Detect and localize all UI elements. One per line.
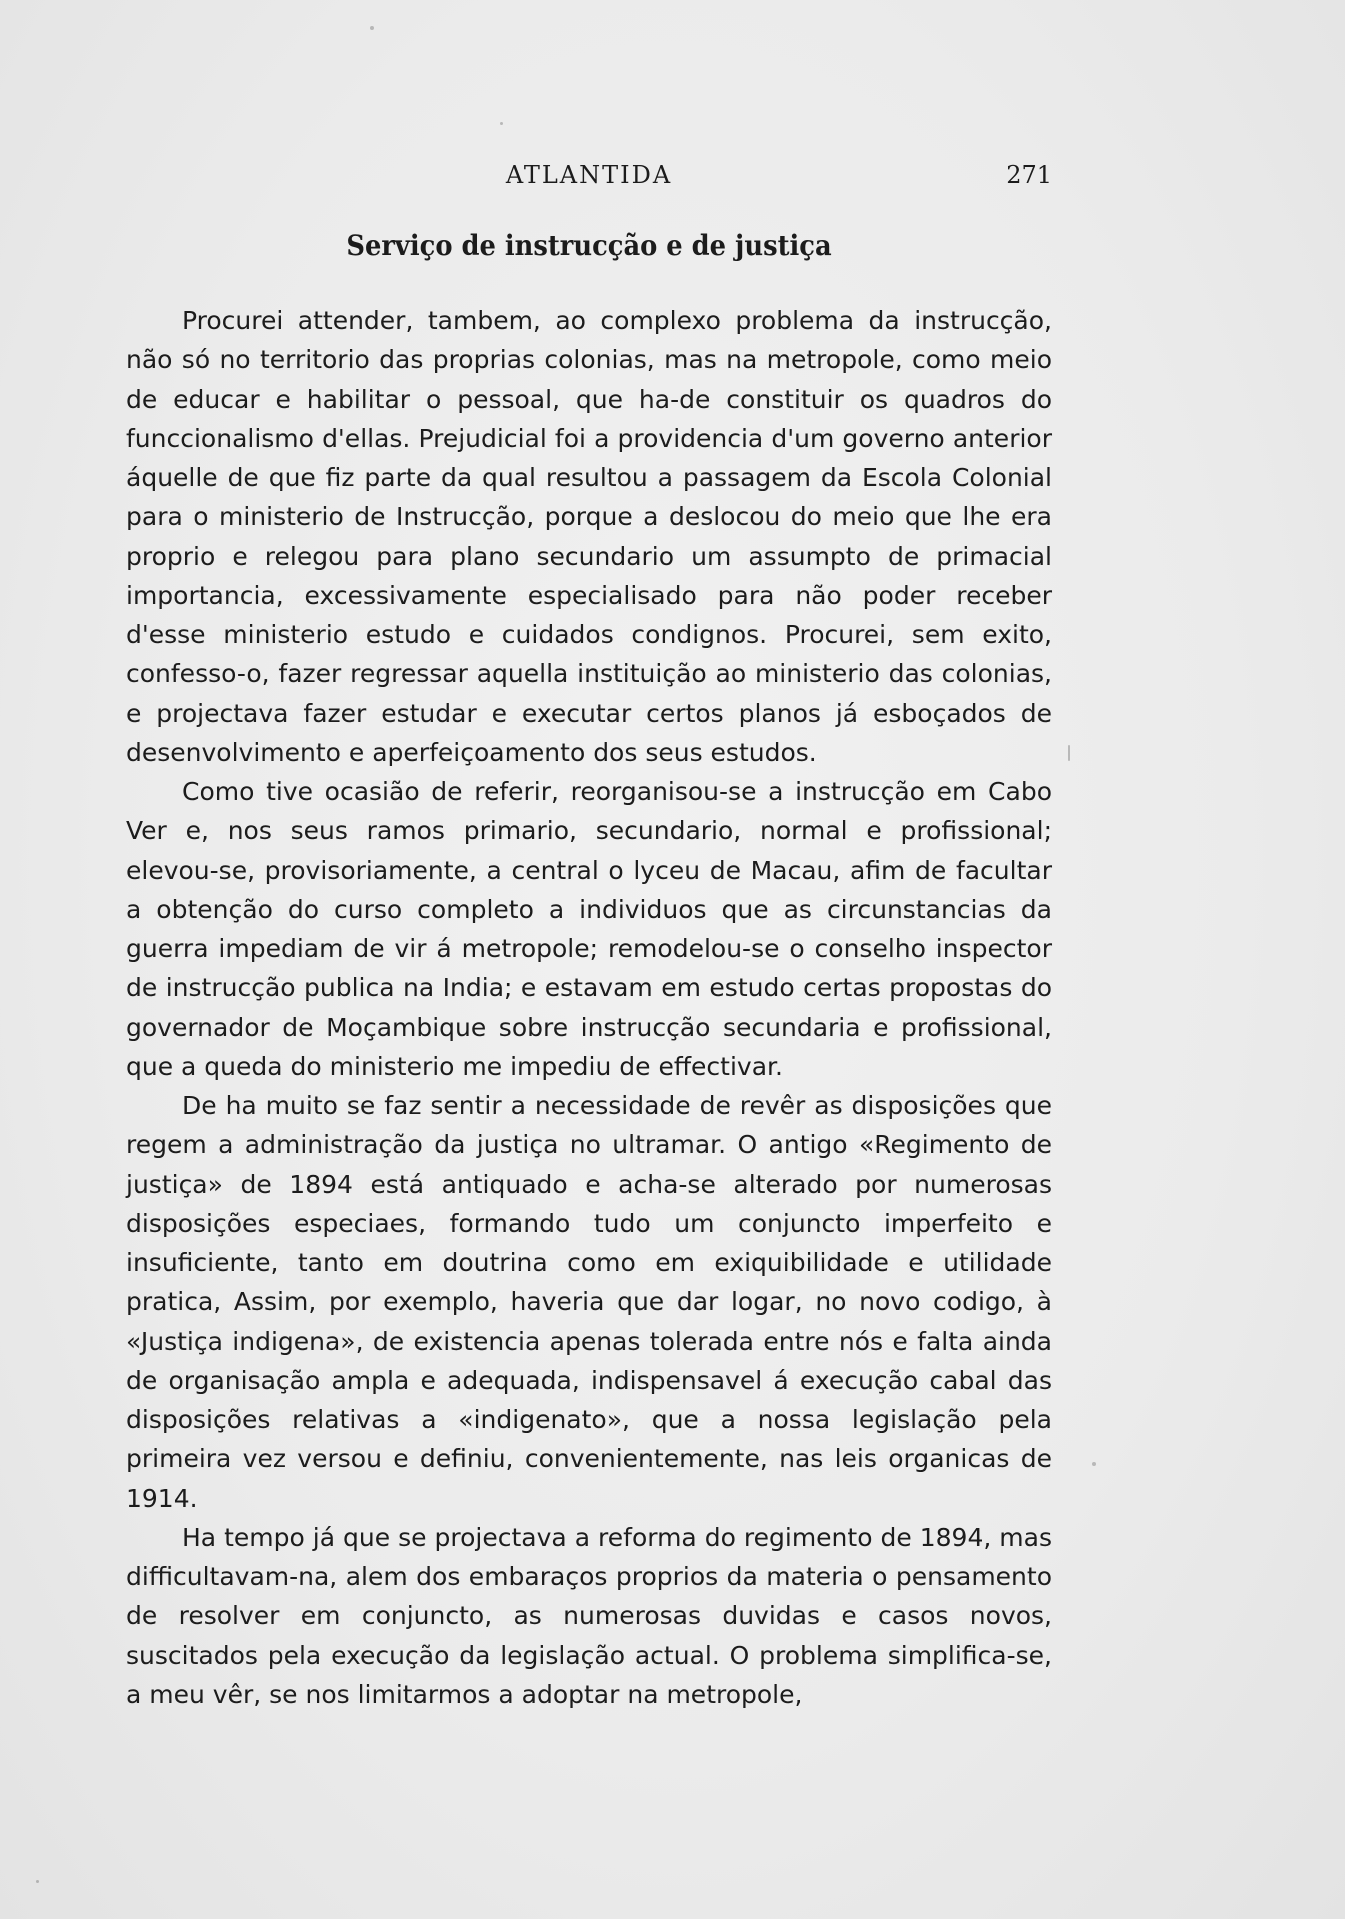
page-number: 271 bbox=[1006, 161, 1052, 189]
paragraph-instruction: Procurei attender, tambem, ao complexo problema da instrucção, não só no territorio das proprias colonias, mas na metropole, como meio de educar e habilitar o pessoal, que ha-de constituir os quadros do funccionalismo d'ellas. Prejudicial foi a providencia d'um governo anterior áquelle de que fiz parte da qual resultou a passagem da Escola Colonial para o ministerio de Instrucção, porque a deslocou do meio que lhe era proprio e relegou para plano secundario um assumpto de primacial importancia, excessivamente especialisado para não poder receber d'esse ministerio estudo e cuidados condignos. Procurei, sem exito, confesso-o, fazer regressar aquella instituição ao ministerio das colonias, e projectava fazer estudar e executar certos planos já esboçados de desenvolvimento e aperfeiçoamento dos seus estudos. bbox=[126, 306, 1052, 767]
body-text bbox=[126, 301, 1052, 1714]
paper-speck bbox=[1092, 1462, 1096, 1466]
paragraph-regiment-reform: Ha tempo já que se projectava a reforma do regimento de 1894, mas difficultavam-na, alem dos embaraços proprios da materia o pensamento de resolver em conjuncto, as numerosas duvidas e casos novos, suscitados pela execução da legislação actual. O problema simplifica-se, a meu vêr, se nos limitarmos a adoptar na metropole, bbox=[126, 1522, 1052, 1709]
paper-speck bbox=[500, 122, 503, 125]
section-title: Serviço de instrucção e de justiça bbox=[346, 229, 832, 262]
paragraph-justice: De ha muito se faz sentir a necessidade de revêr as disposições que regem a administração da justiça no ultramar. O antigo «Regimento de justiça» de 1894 está antiquado e acha-se alterado por numerosas disposições especiaes, formando tudo um conjuncto imperfeito e insuficiente, tanto em doutrina como em exiquibilidade e utilidade pratica, Assim, por exemplo, haveria que dar logar, no novo codigo, à «Justiça indigena», de existencia apenas tolerada entre nós e falta ainda de organisação ampla e adequada, indispensavel á execução cabal das disposições relativas a «indigenato», que a nossa legislação pela primeira vez versou e definiu, convenientemente, nas leis organicas de 1914. bbox=[126, 1091, 1052, 1513]
paper-speck bbox=[370, 26, 374, 30]
paragraph-reorganisation: Como tive ocasião de referir, reorganisou-se a instrucção em Cabo Ver e, nos seus ramos primario, secundario, normal e profissional; elevou-se, provisoriamente, a central o lyceu de Macau, afim de facultar a obtenção do curso completo a individuos que as circunstancias da guerra impediam de vir á metropole; remodelou-se o conselho inspector de instrucção publica na India; e estavam em estudo certas propostas do governador de Moçambique sobre instrucção secundaria e profissional, que a queda do ministerio me impediu de effectivar. bbox=[126, 777, 1052, 1081]
paper-speck bbox=[36, 1880, 39, 1883]
running-title: ATLANTIDA bbox=[505, 161, 673, 189]
paper-speck bbox=[1068, 745, 1070, 761]
running-head bbox=[126, 155, 1052, 195]
